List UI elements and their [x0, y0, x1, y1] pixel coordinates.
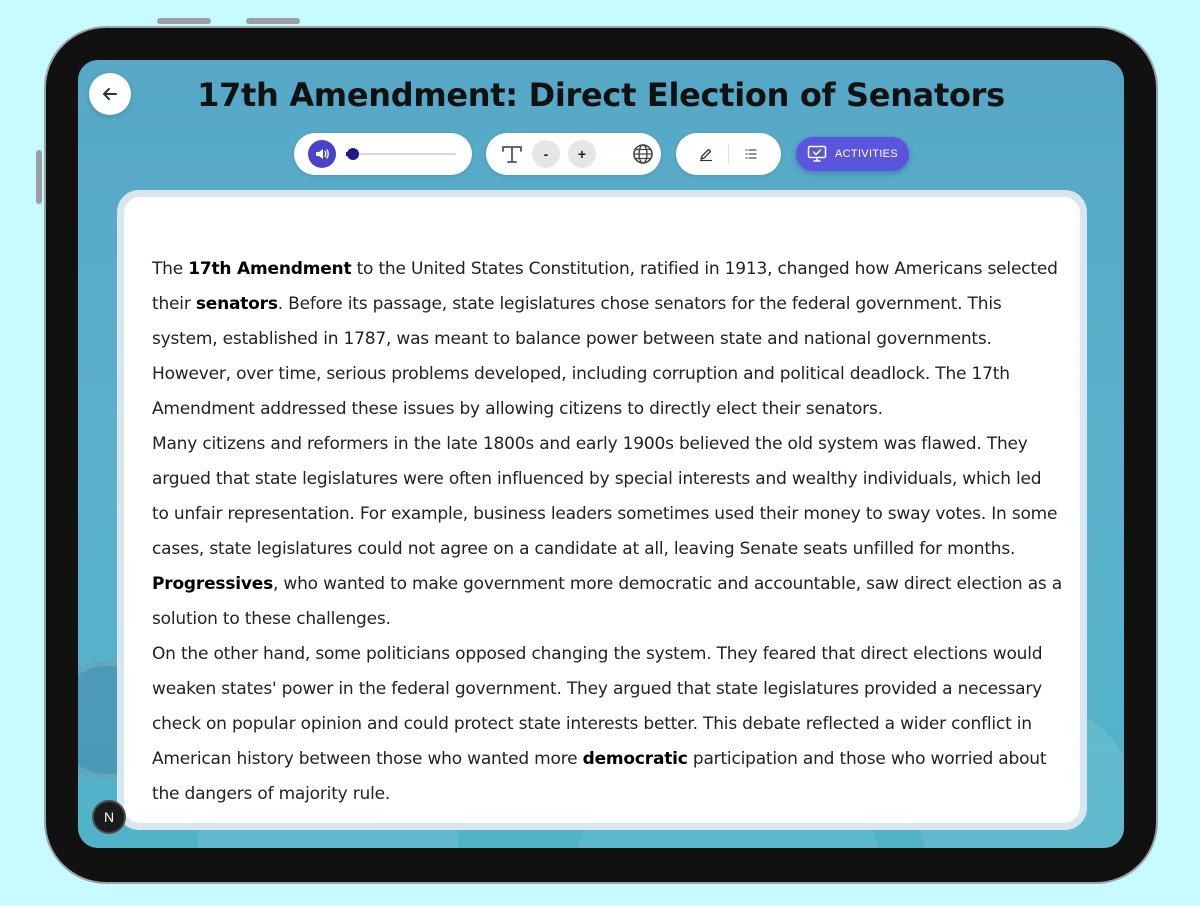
audio-progress-slider[interactable] [346, 153, 456, 155]
text-run: , who wanted to make government more democratic and accountable, saw direct election as a solution to these challenges. [152, 574, 1062, 629]
translate-button[interactable] [632, 143, 654, 165]
reading-card-frame [117, 190, 1087, 830]
text-run: participation and those who worried about the dangers of majority rule. [152, 749, 1047, 804]
app-screen [78, 60, 1124, 848]
globe-icon [632, 143, 654, 165]
speaker-icon [314, 146, 330, 162]
list-icon [743, 146, 759, 162]
paragraph [152, 637, 1062, 812]
decrease-text-size-button[interactable]: - [532, 140, 560, 168]
dev-tools-badge[interactable]: N [92, 800, 126, 834]
annotation-tools-group [676, 133, 781, 175]
toolbar-divider [728, 144, 729, 164]
audio-progress-handle[interactable] [347, 148, 359, 160]
text-run: The [152, 259, 189, 279]
key-term: democratic [582, 749, 688, 769]
paragraph [152, 252, 1062, 427]
monitor-icon [807, 145, 827, 163]
key-term: Progressives [152, 574, 273, 594]
power-hw-button [36, 150, 42, 204]
activities-button[interactable] [796, 137, 909, 171]
volume-up-hw-button [157, 18, 211, 24]
text-size-icon [500, 143, 524, 165]
increase-text-size-button[interactable]: + [568, 140, 596, 168]
paragraph [152, 427, 1062, 637]
text-run: On the other hand, some politicians opposed changing the system. They feared that direct elections would weaken states' power in the federal government. They argued that state legislatures provided a necessary check on popular opinion and could protect state interests better. This debate reflected a wider conflict in American history between those who wanted more [152, 644, 1043, 769]
volume-down-hw-button [246, 18, 300, 24]
reading-card[interactable] [124, 197, 1080, 823]
outline-button[interactable] [743, 146, 759, 162]
activities-label: ACTIVITIES [835, 148, 898, 160]
text-run: Many citizens and reformers in the late 1800s and early 1900s believed the old system was flawed. They argued that state legislatures were often influenced by special interests and wealthy individuals, which led to unfair representation. For example, business leaders sometimes used their money to sway votes. In some cases, state legislatures could not agree on a candidate at all, leaving Senate seats unfilled for months. [152, 434, 1058, 559]
key-term: senators [195, 294, 278, 314]
page-title: 17th Amendment: Direct Election of Senators [197, 76, 1005, 114]
play-audio-button[interactable] [308, 140, 336, 168]
pen-icon [698, 146, 714, 162]
key-term: 17th Amendment [188, 259, 352, 279]
text-run: to the United States Constitution, ratified in 1913, changed how Americans selected their [152, 259, 1058, 314]
reading-content [152, 252, 1062, 812]
text-run: . Before its passage, state legislatures chose senators for the federal government. This system, established in 1787, was meant to balance power between state and national governments. However, over time, serious problems developed, including corruption and political deadlock. The 17th Amendment addressed these issues by allowing citizens to directly elect their senators. [152, 294, 1010, 419]
audio-player [294, 133, 472, 175]
highlight-button[interactable] [698, 146, 714, 162]
text-settings-group [486, 133, 661, 175]
